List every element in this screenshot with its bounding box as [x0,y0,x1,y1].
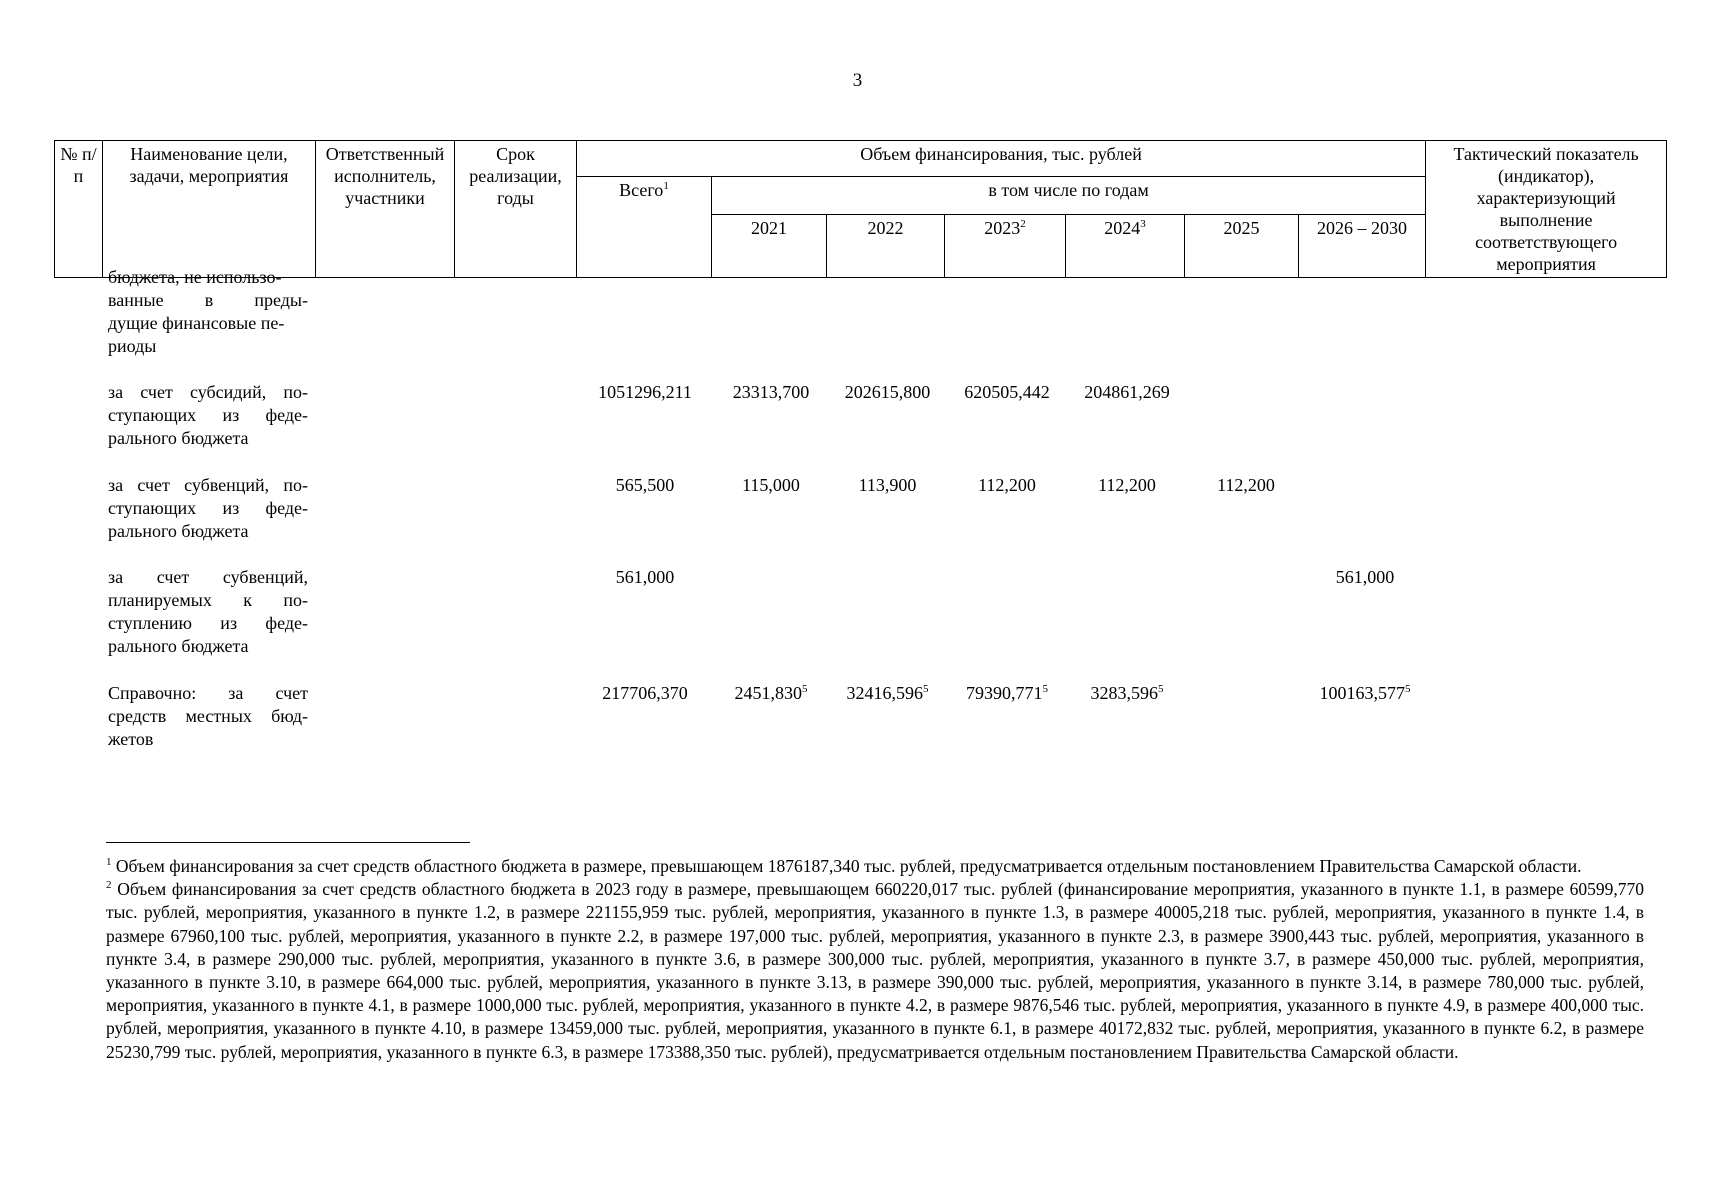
header-total-mark: 1 [663,180,669,192]
cell-total: 565,500 [615,475,675,495]
footnote-mark: 1 [106,856,112,869]
cell-2021 [715,682,827,705]
cell-value: 100163,577 [1319,683,1405,703]
row-name [108,474,308,543]
cell-value: 2451,830 [734,683,802,703]
name-line: ступлению из феде- [108,613,308,633]
name-line: рального бюджета [108,521,249,541]
cell-mark: 5 [802,683,808,695]
cell-2026-2030: 561,000 [1335,567,1395,587]
header-funding: Объем финансирования, тыс. рублей [577,141,1426,177]
header-term: Срок реализации, годы [455,141,577,278]
name-line: рального бюджета [108,636,249,656]
year-label: 2024 [1104,218,1141,238]
header-indicator: Тактический показатель (индикатор), характеризующий выполнение соответствующего мероприятия [1426,141,1667,278]
row-name [108,682,308,751]
cell-2023 [948,682,1066,705]
header-name: Наименование цели, задачи, мероприятия [103,141,316,278]
name-line: риоды [108,336,157,356]
footnote-mark: 2 [106,879,112,892]
cell-2024 [1068,682,1186,705]
cell-total: 561,000 [615,567,675,587]
name-line: жетов [108,729,154,749]
year-label: 2021 [751,218,787,238]
header-responsible: Ответственный исполнитель, участники [316,141,455,278]
cell-2022 [830,682,945,705]
row-name [108,566,308,658]
name-line: средств местных бюд- [108,706,308,726]
cell-mark: 5 [1405,683,1411,695]
footnote-text: Объем финансирования за счет средств областного бюджета в 2023 году в размере, превышающем 660220,017 тыс. рублей (финансирование мероприятия, указанного в пункте 1.1, в размере 60599,770 тыс. рублей, мероприятия, указанного в пункте 1.2, в размере 221155,959 тыс. рублей, мероприятия, указанного в пункте 1.3, в размере 40005,218 тыс. рублей, мероприятия, указанного в пункте 1.4, в размере 67960,100 тыс. рублей, мероприятия, указанного в пункте 2.2, в размере 197,000 тыс. рублей, мероприятия, указанного в пункте 2.3, в размере 3900,443 тыс. рублей, мероприятия, указанного в пункте 3.4, в размере 290,000 тыс. рублей, мероприятия, указанного в пункте 3.6, в размере 300,000 тыс. рублей, мероприятия, указанного в пункте 3.7, в размере 450,000 тыс. рублей, мероприятия, указанного в пункте 3.10, в размере 664,000 тыс. рублей, мероприятия, указанного в пункте 3.13, в размере 390,000 тыс. рублей, мероприятия, указанного в пункте 3.14, в размере 780,000 тыс. рублей, мероприятия, указанного в пункте 4.1, в размере 1000,000 тыс. рублей, мероприятия, указанного в пункте 4.2, в размере 9876,546 тыс. рублей, мероприятия, указанного в пункте 4.9, в размере 400,000 тыс. рублей, мероприятия, указанного в пункте 4.10, в размере 13459,000 тыс. рублей, мероприятия, указанного в пункте 6.1, в размере 40172,832 тыс. рублей, мероприятия, указанного в пункте 6.2, в размере 25230,799 тыс. рублей, мероприятия, указанного в пункте 6.3, в размере 173388,350 тыс. рублей), предусматривается отдельным постановлением Правительства Самарской области. [106,879,1644,1062]
name-line: планируемых к по- [108,590,308,610]
cell-2023: 112,200 [978,475,1036,495]
page-number: 3 [852,70,863,91]
name-line: дущие финансовые пе- [108,313,285,333]
name-line: ступающих из феде- [108,498,308,518]
name-line: за счет субвенций, по- [108,475,308,495]
name-line: Справочно: за счет [108,683,308,703]
year-label: 2025 [1223,218,1260,238]
cell-2024: 204861,269 [1084,382,1170,402]
year-label: 2023 [984,218,1021,238]
year-label: 2026 – 2030 [1317,218,1408,238]
footnote-separator [106,842,470,843]
cell-2024: 112,200 [1098,475,1156,495]
cell-value: 79390,771 [966,683,1043,703]
row-name [108,266,308,358]
cell-mark: 5 [1158,683,1164,695]
cell-value: 32416,596 [846,683,923,703]
cell-2022: 113,900 [858,475,917,495]
cell-total: 217706,370 [602,683,688,703]
name-line: ванные в преды- [108,290,308,310]
name-line: за счет субсидий, по- [108,382,308,402]
cell-2021: 23313,700 [732,382,810,402]
year-mark: 3 [1140,218,1146,230]
footnote-1 [106,855,1644,878]
year-label: 2022 [867,218,904,238]
cell-2026-2030 [1302,682,1428,705]
header-number: № п/п [55,141,103,278]
cell-2025: 112,200 [1217,475,1275,495]
cell-mark: 5 [1042,683,1048,695]
header-by-years: в том числе по годам [712,177,1426,215]
footnotes [106,855,1644,1064]
cell-2021: 115,000 [742,475,800,495]
cell-value: 3283,596 [1090,683,1158,703]
cell-2023: 620505,442 [964,382,1050,402]
cell-total: 1051296,211 [598,382,692,402]
footnote-text: Объем финансирования за счет средств областного бюджета в размере, превышающем 1876187,340 тыс. рублей, предусматривается отдельным постановлением Правительства Самарской области. [115,856,1582,876]
name-line: ступающих из феде- [108,405,308,425]
year-mark: 2 [1020,218,1026,230]
header-total-label: Всего [619,180,664,200]
cell-2022: 202615,800 [844,382,931,402]
name-line: за счет субвенций, [108,567,308,587]
name-line: бюджета, не использо- [108,267,282,287]
name-line: рального бюджета [108,428,249,448]
row-name [108,381,308,450]
footnote-2 [106,878,1644,1064]
cell-mark: 5 [923,683,929,695]
